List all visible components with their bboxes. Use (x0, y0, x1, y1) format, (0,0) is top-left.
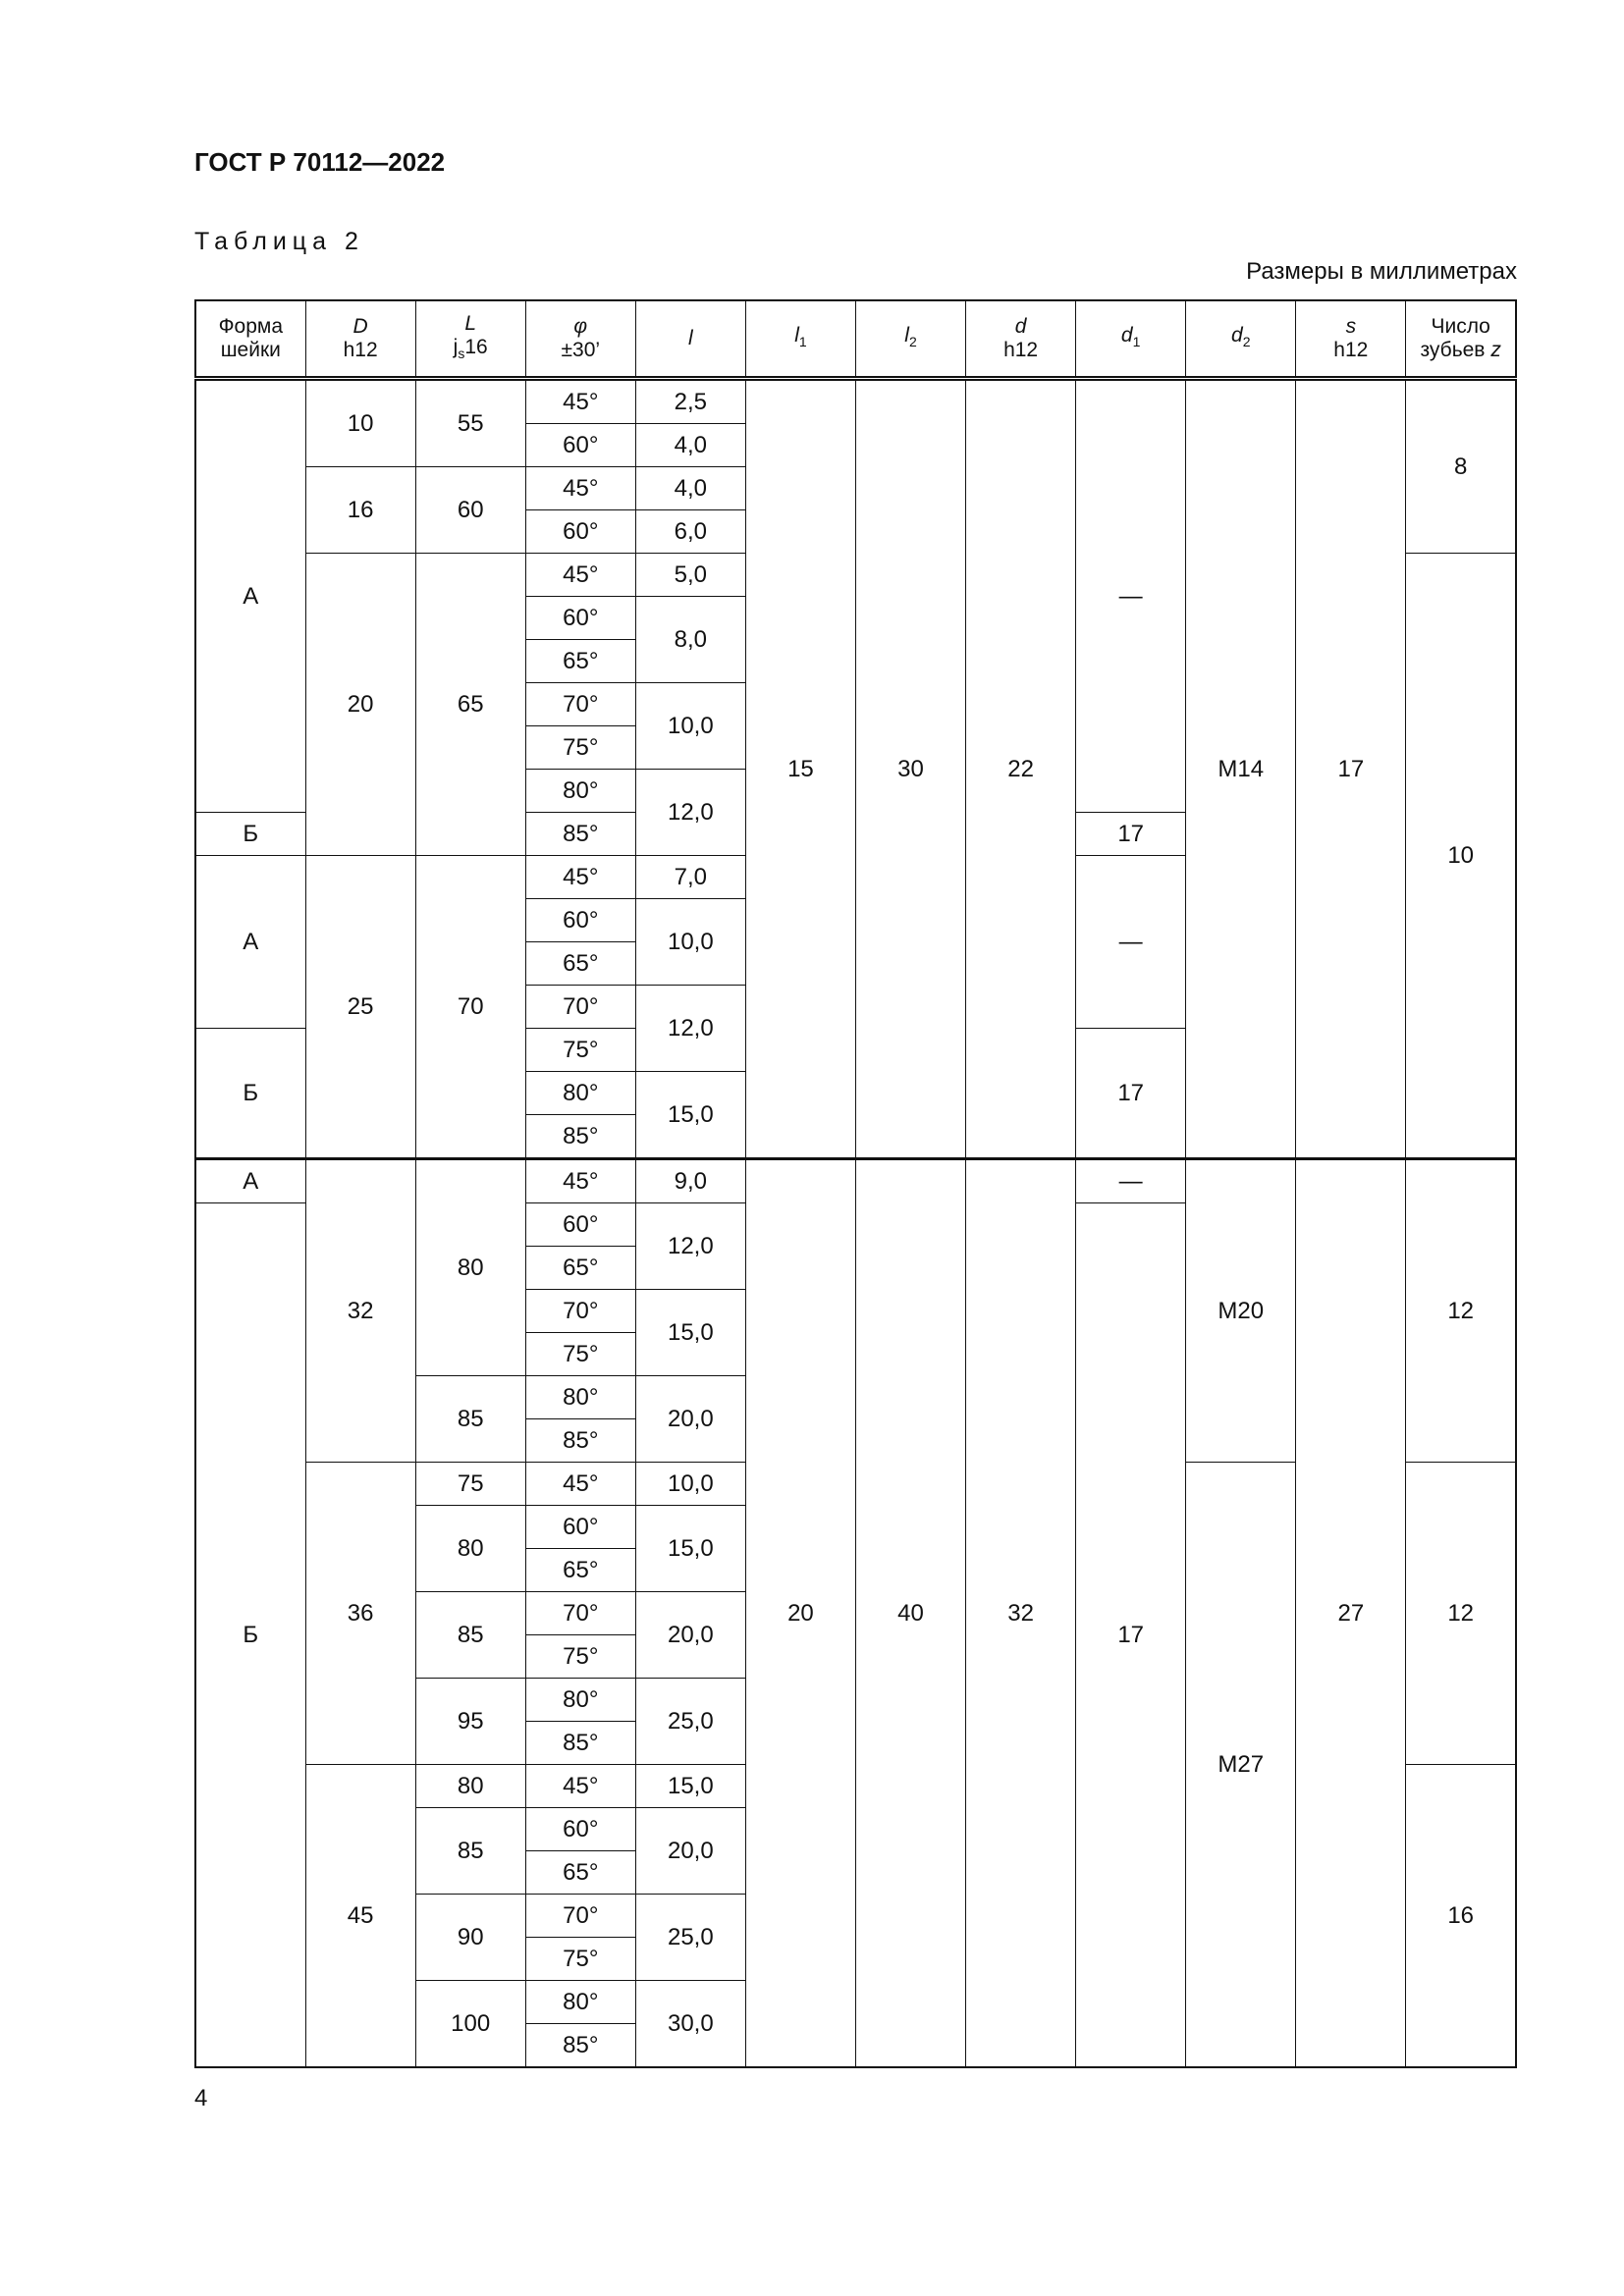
cell-l: 25,0 (635, 1895, 745, 1981)
cell-z: 12 (1406, 1463, 1516, 1765)
cell-d1: 17 (1076, 1203, 1186, 2068)
cell-phi: 80° (525, 1376, 635, 1419)
cell-phi: 60° (525, 1808, 635, 1851)
cell-L: 80 (415, 1765, 525, 1808)
cell-D: 20 (305, 554, 415, 856)
column-main: L (464, 311, 477, 335)
cell-d: 32 (966, 1159, 1076, 2068)
column-sub: шейки (220, 339, 281, 361)
cell-d1: 17 (1076, 1029, 1186, 1159)
cell-phi: 80° (525, 1072, 635, 1115)
cell-phi: 80° (525, 770, 635, 813)
cell-l: 12,0 (635, 986, 745, 1072)
cell-phi: 65° (525, 1247, 635, 1290)
table-row (195, 379, 1516, 424)
cell-phi: 60° (525, 597, 635, 640)
cell-l: 20,0 (635, 1808, 745, 1895)
table-row (195, 1159, 1516, 1203)
cell-forma: Б (195, 1029, 305, 1159)
column-header (635, 300, 745, 379)
cell-z: 16 (1406, 1765, 1516, 2068)
cell-L: 95 (415, 1679, 525, 1765)
cell-phi: 60° (525, 424, 635, 467)
cell-l1: 15 (745, 379, 855, 1159)
column-subscript: s (458, 346, 465, 362)
cell-L: 60 (415, 467, 525, 554)
column-header (415, 300, 525, 379)
cell-l: 4,0 (635, 424, 745, 467)
column-main: s (1345, 315, 1357, 338)
dimensions-table (194, 299, 1517, 2068)
cell-l: 12,0 (635, 770, 745, 856)
cell-d1: 17 (1076, 813, 1186, 856)
page-number: 4 (194, 2085, 208, 2111)
cell-phi: 65° (525, 640, 635, 683)
cell-phi: 85° (525, 2024, 635, 2068)
cell-phi: 60° (525, 1506, 635, 1549)
cell-forma: Б (195, 813, 305, 856)
cell-L: 55 (415, 379, 525, 467)
cell-phi: 45° (525, 554, 635, 597)
cell-L: 80 (415, 1159, 525, 1376)
cell-l: 10,0 (635, 683, 745, 770)
cell-l: 6,0 (635, 510, 745, 554)
cell-phi: 45° (525, 467, 635, 510)
cell-phi: 70° (525, 1592, 635, 1635)
cell-l: 25,0 (635, 1679, 745, 1765)
cell-phi: 65° (525, 1549, 635, 1592)
cell-forma: Б (195, 1203, 305, 2068)
cell-L: 100 (415, 1981, 525, 2068)
cell-phi: 80° (525, 1679, 635, 1722)
cell-l: 2,5 (635, 379, 745, 424)
cell-phi: 80° (525, 1981, 635, 2024)
cell-L: 80 (415, 1506, 525, 1592)
cell-l: 20,0 (635, 1592, 745, 1679)
cell-l: 4,0 (635, 467, 745, 510)
cell-z: 8 (1406, 379, 1516, 554)
cell-phi: 70° (525, 683, 635, 726)
cell-D: 10 (305, 379, 415, 467)
cell-l2: 40 (855, 1159, 965, 2068)
column-sub-tail: 16 (464, 335, 488, 358)
cell-d2: M27 (1186, 1463, 1296, 2068)
cell-phi: 70° (525, 986, 635, 1029)
cell-phi: 45° (525, 856, 635, 899)
cell-phi: 65° (525, 1851, 635, 1895)
cell-phi: 60° (525, 1203, 635, 1247)
column-header (855, 300, 965, 379)
cell-d: 22 (966, 379, 1076, 1159)
cell-l: 7,0 (635, 856, 745, 899)
cell-phi: 60° (525, 510, 635, 554)
cell-l1: 20 (745, 1159, 855, 2068)
cell-forma: А (195, 379, 305, 813)
cell-L: 70 (415, 856, 525, 1159)
column-main: l (904, 323, 909, 347)
cell-phi: 85° (525, 1115, 635, 1159)
cell-z: 10 (1406, 554, 1516, 1159)
column-header (195, 300, 305, 379)
cell-l: 9,0 (635, 1159, 745, 1203)
cell-l: 20,0 (635, 1376, 745, 1463)
cell-L: 65 (415, 554, 525, 856)
cell-l: 15,0 (635, 1290, 745, 1376)
cell-l: 15,0 (635, 1072, 745, 1159)
cell-l: 8,0 (635, 597, 745, 683)
column-sub-italic: z (1490, 339, 1501, 361)
cell-D: 25 (305, 856, 415, 1159)
column-sub: зубьев (1420, 339, 1486, 361)
column-subscript: 1 (1132, 334, 1141, 350)
column-main: l (688, 327, 693, 349)
column-header (1076, 300, 1186, 379)
cell-L: 85 (415, 1592, 525, 1679)
cell-phi: 75° (525, 1029, 635, 1072)
cell-L: 75 (415, 1463, 525, 1506)
column-main: D (352, 315, 368, 338)
cell-z: 12 (1406, 1159, 1516, 1463)
cell-D: 16 (305, 467, 415, 554)
cell-d1: — (1076, 379, 1186, 813)
cell-D: 36 (305, 1463, 415, 1765)
column-main: d (1231, 323, 1243, 347)
cell-D: 32 (305, 1159, 415, 1463)
cell-phi: 65° (525, 942, 635, 986)
table-header-row (195, 300, 1516, 379)
column-subscript: 2 (1242, 334, 1251, 350)
column-header (966, 300, 1076, 379)
column-main: d (1120, 323, 1133, 347)
column-sub: h12 (1003, 339, 1039, 361)
column-header (305, 300, 415, 379)
cell-d2: M20 (1186, 1159, 1296, 1463)
cell-d2: M14 (1186, 379, 1296, 1159)
cell-phi: 85° (525, 813, 635, 856)
column-main: Число (1431, 315, 1490, 338)
column-header (1296, 300, 1406, 379)
units-note: Размеры в миллиметрах (1246, 258, 1517, 285)
cell-phi: 45° (525, 379, 635, 424)
cell-L: 85 (415, 1808, 525, 1895)
column-subscript: 1 (798, 334, 807, 350)
cell-d1: — (1076, 1159, 1186, 1203)
cell-L: 85 (415, 1376, 525, 1463)
column-main: d (1014, 315, 1027, 338)
cell-s: 27 (1296, 1159, 1406, 2068)
column-sub: ±30’ (561, 339, 601, 361)
cell-s: 17 (1296, 379, 1406, 1159)
cell-l: 15,0 (635, 1506, 745, 1592)
column-header (525, 300, 635, 379)
cell-forma: А (195, 856, 305, 1029)
column-main: Форма (218, 315, 284, 338)
cell-L: 90 (415, 1895, 525, 1981)
column-header (745, 300, 855, 379)
cell-l: 30,0 (635, 1981, 745, 2068)
cell-phi: 70° (525, 1290, 635, 1333)
cell-phi: 75° (525, 1635, 635, 1679)
column-main: l (794, 323, 799, 347)
column-sub: j (453, 335, 459, 358)
cell-phi: 70° (525, 1895, 635, 1938)
cell-phi: 75° (525, 1938, 635, 1981)
document-id: ГОСТ Р 70112—2022 (194, 147, 446, 177)
cell-phi: 85° (525, 1419, 635, 1463)
cell-forma: А (195, 1159, 305, 1203)
column-sub: h12 (1333, 339, 1369, 361)
column-header (1186, 300, 1296, 379)
cell-l: 5,0 (635, 554, 745, 597)
cell-phi: 45° (525, 1463, 635, 1506)
cell-phi: 45° (525, 1159, 635, 1203)
cell-phi: 75° (525, 726, 635, 770)
column-header (1406, 300, 1516, 379)
cell-l2: 30 (855, 379, 965, 1159)
cell-phi: 60° (525, 899, 635, 942)
cell-l: 15,0 (635, 1765, 745, 1808)
cell-phi: 45° (525, 1765, 635, 1808)
table-caption: Таблица 2 (194, 228, 364, 255)
column-sub: h12 (343, 339, 378, 361)
cell-l: 10,0 (635, 1463, 745, 1506)
cell-l: 10,0 (635, 899, 745, 986)
cell-phi: 75° (525, 1333, 635, 1376)
column-main: φ (573, 315, 588, 338)
cell-l: 12,0 (635, 1203, 745, 1290)
column-subscript: 2 (908, 334, 917, 350)
cell-d1: — (1076, 856, 1186, 1029)
cell-D: 45 (305, 1765, 415, 2068)
cell-phi: 85° (525, 1722, 635, 1765)
